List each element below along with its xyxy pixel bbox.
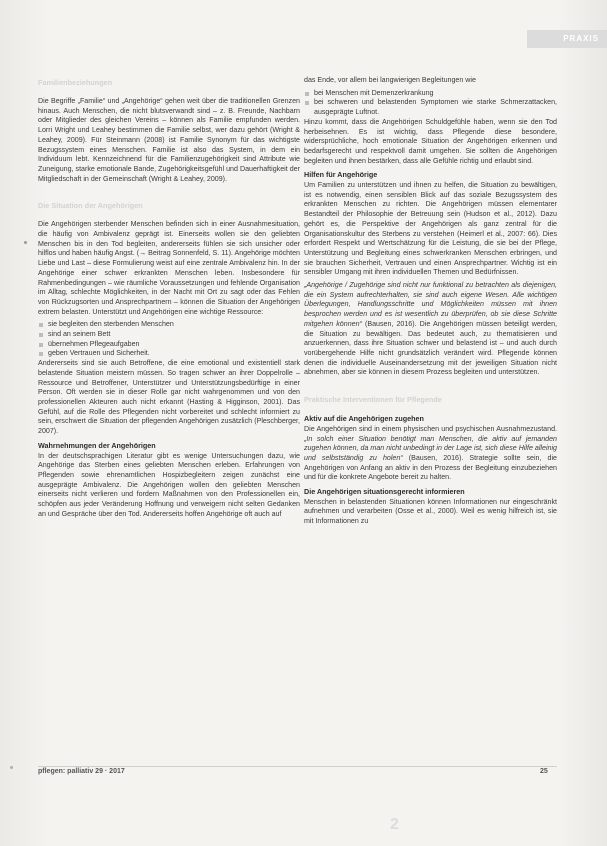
- bleed-through-number: 2: [390, 816, 399, 833]
- right-column: [304, 76, 557, 530]
- heading-situation: Die Situation der Angehörigen: [38, 201, 143, 211]
- paragraph: Hinzu kommt, dass die Angehörigen Schuldgefühle haben, wenn sie den Tod herbeisehnen. Es ist wichtig, dass Pflegende diese besondere, widersprüchliche, hoch emotionale Situation der Angehörigen erkennen und bedarfsgerecht und respektvoll damit umgehen. Sie sollten die Angehörigen begleiten und ihnen bestärken, dass alle Gefühle richtig und erlaubt sind.: [304, 117, 557, 165]
- text-span: Die Angehörigen sind in einem physischen und psychischen Ausnahmezustand.: [304, 424, 557, 433]
- left-column: [38, 76, 300, 522]
- margin-mark: [10, 766, 13, 769]
- list-item: sind an seinem Bett: [38, 330, 300, 340]
- list-item: bei Menschen mit Demenzerkrankung: [304, 89, 557, 99]
- subheading-informieren: Die Angehörigen situationsgerecht informieren: [304, 487, 465, 497]
- subheading-hilfen: Hilfen für Angehörige: [304, 170, 378, 180]
- bullet-list: [38, 320, 300, 359]
- section-tab: PRAXIS: [527, 30, 607, 48]
- paragraph: Die Angehörigen sterbender Menschen befinden sich in einer Ausnahmesituation, die häufig von Ambivalenz geprägt ist. Einerseits wollen sie den geliebten Menschen bis in den Tod begleiten, andererseits fühlen sie sich unsicher oder hilflos und haben häufig Angst. (→ Beitrag Sonnenfeld, S. 11). Angehörige möchten Liebe und Last – diese Formulierung weist auf eine zentrale Ambivalenz hin. In der Angehörige einer schwer erkrankten Menschen leben. Insbesondere für Rahmenbedingungen – wie räumliche Voraussetzungen und fehlende Organisation im Alltag, schlechte Möglichkeiten, in der Nacht mit Ort zu sagt oder das Fehlen von Rückzugsorten und Ansprechpartnern – können die Situation der Angehörigen extrem belasten. Unterstützt und Angehörigen eine wichtige Ressource:: [38, 220, 300, 316]
- journal-name: pflegen: palliativ 29 · 2017: [38, 768, 125, 775]
- bullet-list: [304, 89, 557, 118]
- paragraph: Menschen in belastenden Situationen können Informationen nur eingeschränkt aufnehmen und verarbeiten (Osse et al., 2000). Weil es wenig hilfreich ist, sie mit Informationen zu: [304, 497, 557, 526]
- quote: „In solch einer Situation benötigt man Menschen, die aktiv auf jemanden zugehen können, da man nicht unbedingt in der Lage ist, sich diese Hilfe alleinig und selbstständig zu holen“: [304, 434, 557, 462]
- paragraph: Die Begriffe „Familie“ und „Angehörige“ gehen weit über die traditionellen Grenzen hinaus. Auch Menschen, die nicht blutsverwandt sind – z. B. Freunde, Nachbarn oder Mitglieder des gleichen Vereins – können als Familie empfunden werden. Lorri Wright und Leahey bestimmen die Familie selbst, wer dazu gehört (Wright & Leahey, 2009). Für Steinmann (2008) ist Familie Synonym für das wichtigste Bezugssystem eines Menschen. Familie ist also das System, in dem ein Individuum lebt. Kennzeichnend für die Familienzugehörigkeit sind Attribute wie Zuneigung, starke emotionale Bande, Zugehörigkeitsgefühl und Dauerhaftigkeit der Mitgliedschaft in der Gemeinschaft (Wright & Leahey, 2009).: [38, 97, 300, 183]
- paragraph: [304, 281, 557, 378]
- paragraph: In der deutschsprachigen Literatur gibt es wenige Untersuchungen dazu, wie Angehörige das Sterben eines geliebten Menschen erleben. Erfahrungen von Pflegenden sowie ehrenamtlichen Hospizbegleitern zeigen zunächst eine ausgeprägte Ambivalenz. Die Angehörigen wollen den geliebten Menschen einerseits nicht verlieren und fordern Maßnahmen von den Professionellen ein, schöpfen aus jeder Veränderung Hoffnung und verweigern nicht selten Gedanken an und Gespräche über den Tod. Andererseits hoffen Angehörige oft auch auf: [38, 451, 300, 518]
- list-item: sie begleiten den sterbenden Menschen: [38, 320, 300, 330]
- paragraph: Andererseits sind sie auch Betroffene, die eine emotional und existentiell stark belastende Situation meistern müssen. So tragen schwer an ihrer Doppelrolle – Ressource und Betroffener, Unterstützer und Unterstützungsbedürftige in einer Person. Oft werden sie in dieser Rolle gar nicht wahrgenommen und von den professionellen Akteuren auch nicht erkannt (Hasting & Higginson, 2001). Das Gefühl, auf die Rolle des Pflegenden nicht vorbereitet und schlecht informiert zu sein, erschwert die Situation der pflegenden Angehörigen zusätzlich (Pleschberger, 2007).: [38, 359, 300, 436]
- text-span: (Bausen, 2016). Strategie sollte sein, die Angehörigen von Anfang an aktiv in den Prozess der Begleitung einzubeziehen und für die konkrete Angebote bereit zu halten.: [304, 453, 557, 482]
- quote-source: (Bausen, 2016). Die Angehörigen müssen beteiligt werden, die Situation zu bewältigen. Das bedeutet auch, zu thematisieren und anzuerkennen, dass ihre Situation schwer und belastend ist – und auch durch vorübergehende Hilfe nicht grundsätzlich verändert wird. Pflegende können denen die individuelle Auseinandersetzung mit der jeweiligen Situation nicht abnehmen, aber sie können in diesem Prozess begleiten und unterstützen.: [304, 319, 557, 377]
- quote: „Angehörige / Zugehörige sind nicht nur funktional zu betrachten als diejenigen, die ein System aufrechterhalten, sie sind auch eigene Wesen. Alle wichtigen Überlegungen, Handlungsschritte und Möglichkeiten müssen mit ihnen besprochen werden und es ist wesentlich zu überprüfen, ob sie diese Schritte mitgehen können“: [304, 281, 557, 328]
- subheading-aktiv: Aktiv auf die Angehörigen zugehen: [304, 414, 424, 424]
- margin-mark: [24, 241, 27, 244]
- heading-interventionen: Praktische Interventionen für Pflegende: [304, 395, 442, 405]
- footer-rule: [38, 766, 557, 767]
- list-item: geben Vertrauen und Sicherheit.: [38, 349, 300, 359]
- paragraph: das Ende, vor allem bei langwierigen Begleitungen wie: [304, 76, 476, 84]
- list-item: bei schweren und belastenden Symptomen wie starke Schmerzattacken, ausgeprägte Luftnot.: [304, 98, 557, 117]
- list-item: übernehmen Pflegeaufgaben: [38, 340, 300, 350]
- paragraph: [304, 425, 557, 483]
- heading-familienbeziehungen: Familienbeziehungen: [38, 78, 113, 87]
- page-number: 25: [540, 768, 548, 775]
- paragraph: Um Familien zu unterstützen und ihnen zu helfen, die Situation zu bewältigen, ist es notwendig, einen sensiblen Blick auf das soziale Bezugssystem des erkrankten Menschen zu richten. Die Angehörigen müssen elementarer Bestandteil der Philosophie der Betreuung sein (Hudson et al., 2012). Dazu gehört es, die Perspektive der Angehörigen als ganz zentral für die Organisationskultur des Sterbens zu verstehen (Heimerl et al., 2007: 66). Dies erfordert Respekt und Wertschätzung für die Leistung, die sie bei der Pflege, Unterstützung und Begleitung eines schwerkranken Menschen erbringen, und sie brauchen Sicherheit, Vertrauen und einen Ansprechpartner. Wichtig ist ein sensibler Umgang mit ihren individuellen Themen und Bedürfnissen.: [304, 181, 557, 277]
- subheading-wahrnehmungen: Wahrnehmungen der Angehörigen: [38, 440, 156, 450]
